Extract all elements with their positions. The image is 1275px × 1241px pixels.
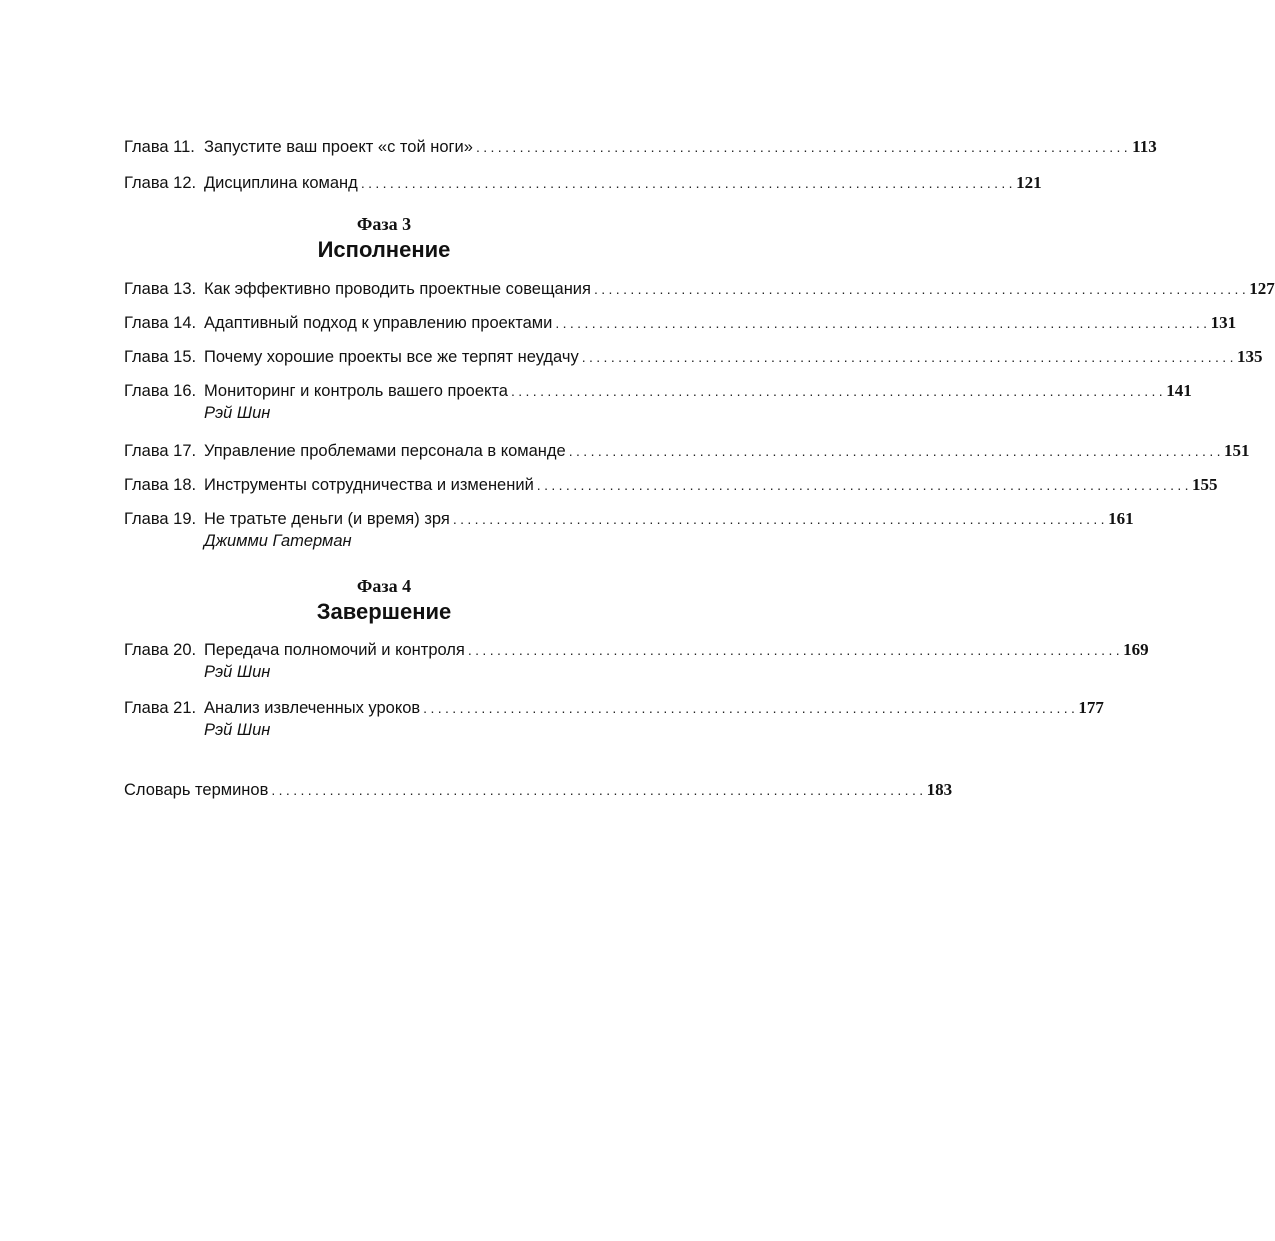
dot-leader (271, 779, 923, 801)
chapter-title: Мониторинг и контроль вашего проекта (204, 382, 508, 400)
phase-4-label: Фаза 4 (356, 576, 412, 596)
chapter-label: Глава 21. (124, 699, 197, 717)
dot-leader (537, 474, 1189, 496)
toc-entry-glossary[interactable] (124, 779, 953, 801)
toc-entry-chapter-12[interactable] (124, 172, 1042, 194)
toc-entry-chapter-13[interactable] (124, 278, 1275, 300)
chapter-author: Рэй Шин (204, 404, 271, 422)
chapter-title: Как эффективно проводить проектные совещания (204, 280, 591, 298)
page-number: 121 (1016, 173, 1042, 192)
chapter-title: Запустите ваш проект «с той ноги» (204, 138, 473, 156)
chapter-author: Джимми Гатерман (204, 532, 352, 550)
dot-leader (594, 278, 1246, 300)
chapter-label: Глава 20. (124, 641, 197, 659)
toc-entry-chapter-11[interactable] (124, 136, 1157, 158)
page-number: 155 (1192, 475, 1218, 494)
dot-leader (476, 136, 1128, 158)
chapter-label: Глава 18. (124, 476, 197, 494)
dot-leader (423, 697, 1075, 719)
chapter-label: Глава 17. (124, 442, 197, 460)
page-number: 177 (1078, 698, 1104, 717)
toc-entry-chapter-20[interactable] (124, 639, 1149, 683)
chapter-label: Глава 15. (124, 348, 197, 366)
toc-entry-chapter-19[interactable] (124, 508, 1134, 552)
page-number: 151 (1223, 441, 1250, 460)
dot-leader (555, 312, 1207, 334)
chapter-title: Не тратьте деньги (и время) зря (204, 510, 450, 528)
toc-entry-chapter-18[interactable] (124, 474, 1218, 496)
dot-leader (453, 508, 1105, 530)
phase-3-title: Исполнение (317, 237, 451, 262)
chapter-label: Глава 11. (124, 138, 195, 156)
chapter-label: Глава 16. (124, 382, 197, 400)
chapter-author: Рэй Шин (204, 663, 271, 681)
phase-3-label: Фаза 3 (356, 214, 412, 234)
page-number: 135 (1236, 347, 1263, 366)
page-number: 113 (1132, 137, 1157, 156)
chapter-title: Управление проблемами персонала в команде (204, 442, 566, 460)
toc-entry-chapter-17[interactable] (124, 440, 1250, 462)
dot-leader (361, 172, 1013, 194)
dot-leader (468, 639, 1120, 661)
toc-entry-chapter-14[interactable] (124, 312, 1237, 334)
page-number: 131 (1210, 313, 1237, 332)
dot-leader (569, 440, 1221, 462)
chapter-label: Глава 13. (124, 280, 197, 298)
phase-4-title: Завершение (316, 599, 452, 624)
toc-entry-chapter-15[interactable] (124, 346, 1263, 368)
glossary-title: Словарь терминов (124, 781, 269, 799)
chapter-title: Дисциплина команд (204, 174, 358, 192)
page-number: 141 (1166, 381, 1192, 400)
chapter-title: Передача полномочий и контроля (204, 641, 465, 659)
chapter-title: Почему хорошие проекты все же терпят неудачу (204, 348, 579, 366)
chapter-label: Глава 14. (124, 314, 197, 332)
chapter-label: Глава 12. (124, 174, 197, 192)
page-number: 169 (1123, 640, 1149, 659)
page-number: 127 (1249, 279, 1275, 298)
dot-leader (582, 346, 1234, 368)
toc-entry-chapter-21[interactable] (124, 697, 1104, 741)
page-number: 183 (926, 780, 953, 799)
toc-entry-chapter-16[interactable] (124, 380, 1192, 424)
chapter-author: Рэй Шин (204, 721, 271, 739)
chapter-label: Глава 19. (124, 510, 197, 528)
chapter-title: Анализ извлеченных уроков (204, 699, 421, 717)
dot-leader (511, 380, 1163, 402)
chapter-title: Инструменты сотрудничества и изменений (204, 476, 534, 494)
chapter-title: Адаптивный подход к управлению проектами (204, 314, 553, 332)
page-number: 161 (1108, 509, 1134, 528)
